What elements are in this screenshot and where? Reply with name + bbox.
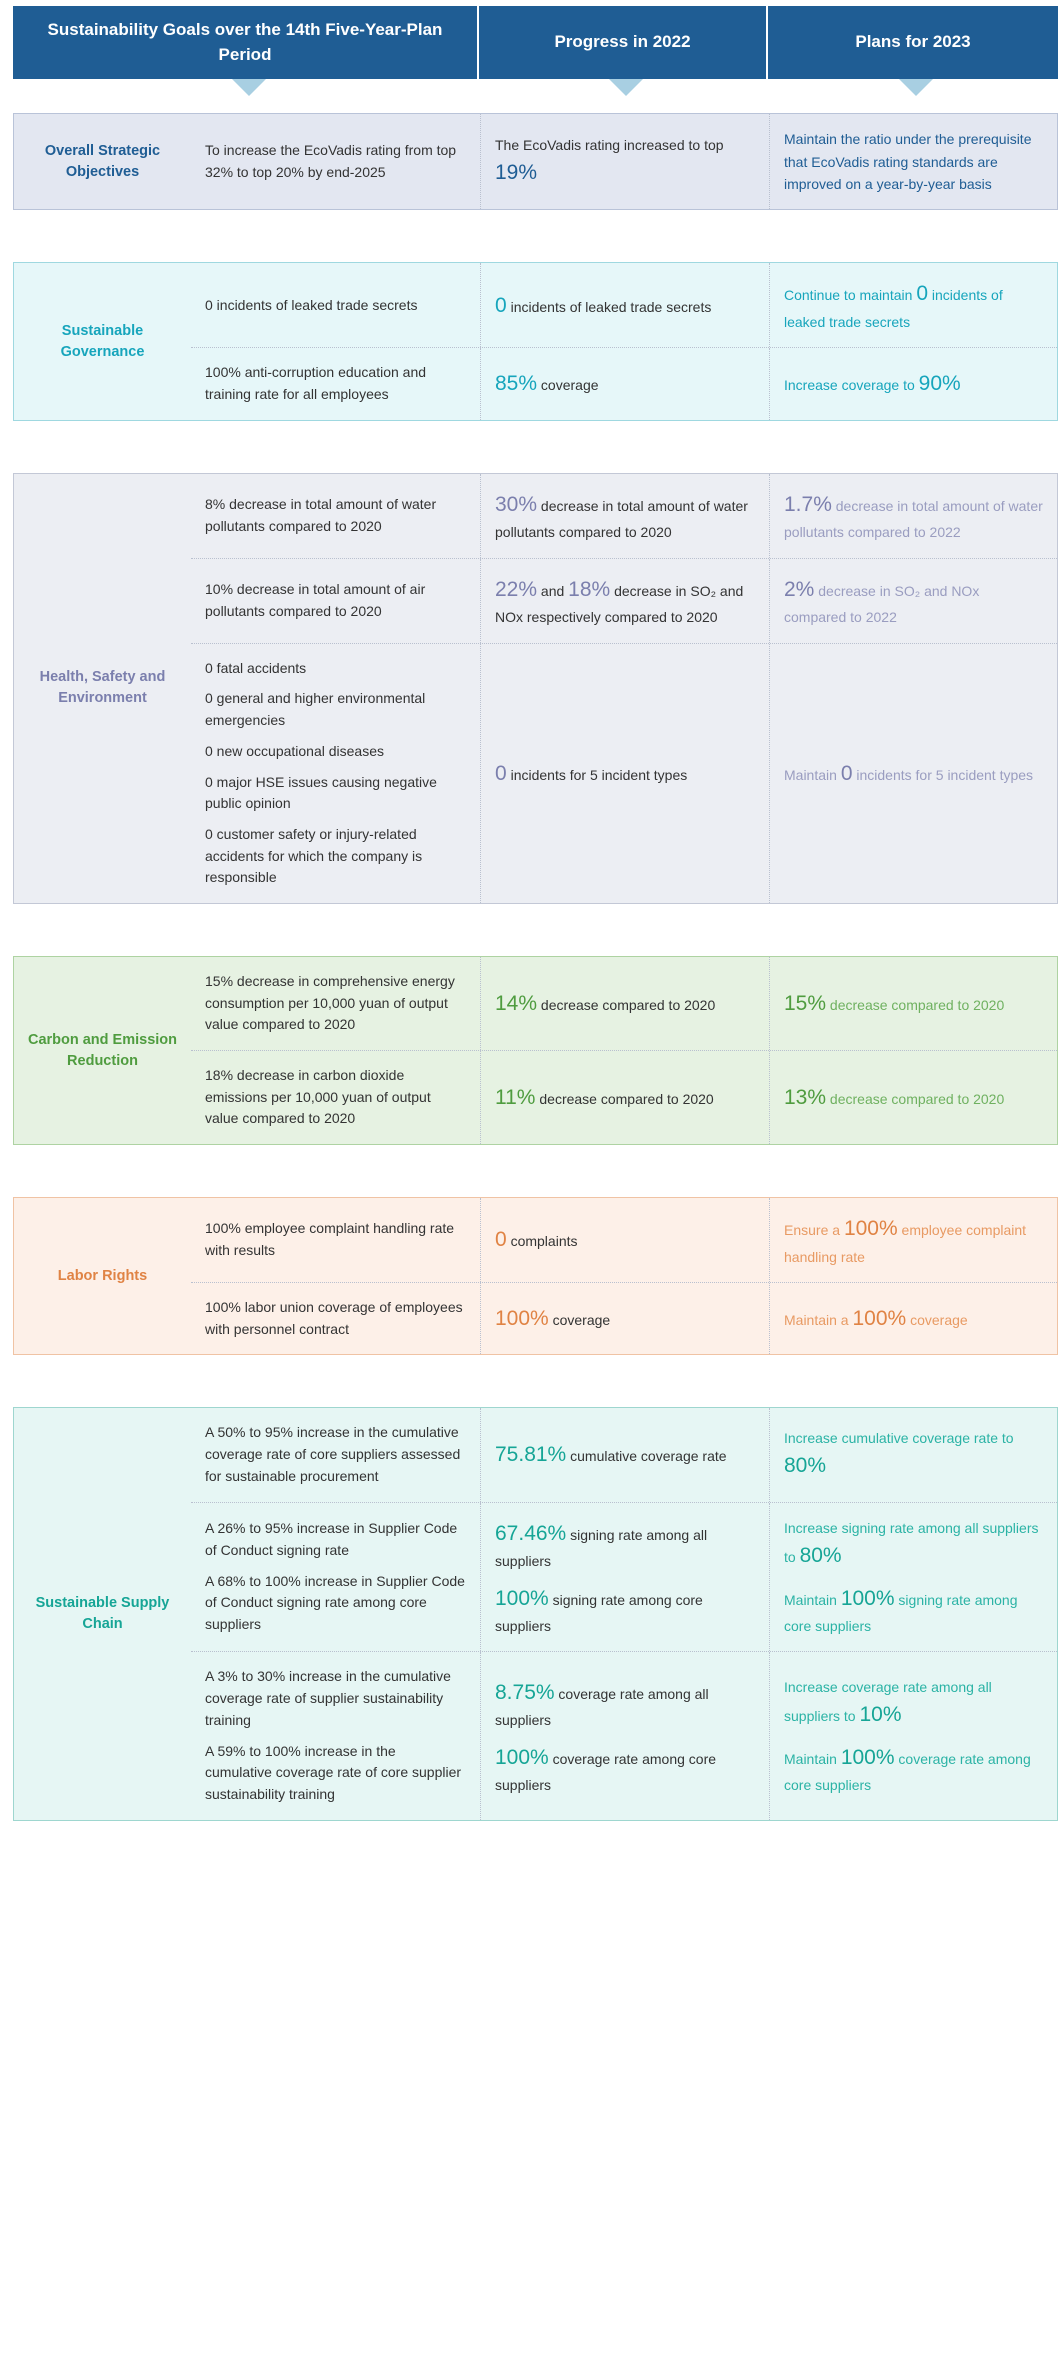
plan-cell: Increase coverage rate among all suppliers to 10% Maintain 100% coverage rate among core suppliers [784, 1678, 1031, 1794]
plan-value: 1.7% [784, 492, 832, 516]
plan-value: 15% [784, 991, 827, 1015]
section-sustainable-governance [13, 262, 1058, 420]
progress-cell: 0 complaints [481, 1198, 770, 1282]
section-rows [191, 1408, 1057, 1819]
progress-value: 75.81% [495, 1443, 567, 1467]
plan-cell: Increase cumulative coverage rate to 80% [784, 1429, 1014, 1478]
plan-value: 80% [799, 1543, 842, 1567]
goal-cell: 15% decrease in comprehensive energy consumption per 10,000 yuan of output value compared to 2020 [191, 957, 481, 1050]
arrow-row [13, 79, 1058, 113]
progress-cell: 100% coverage [481, 1283, 770, 1354]
plan-value: 100% [843, 1217, 898, 1241]
goal-cell: 100% employee complaint handling rate with results [191, 1198, 481, 1282]
section-category-label: Overall Strategic Objectives [44, 142, 161, 180]
goal-cell: 8% decrease in total amount of water pollutants compared to 2020 [191, 474, 481, 558]
progress-value: 11% [495, 1085, 536, 1109]
progress-value-secondary: 100% [495, 1745, 549, 1769]
section-category-label: Health, Safety and Environment [39, 669, 166, 707]
plan-value: 90% [918, 372, 961, 396]
plan-value: 13% [784, 1085, 827, 1109]
progress-value: 0 [495, 761, 507, 785]
progress-cell: 85% coverage [481, 348, 770, 419]
down-arrow-icon [232, 79, 266, 96]
down-arrow-icon [609, 79, 643, 96]
table-row [191, 474, 1057, 558]
section-rows [191, 957, 1057, 1144]
section-rows [191, 1198, 1057, 1354]
progress-value: 100% [495, 1306, 549, 1330]
plan-cell: Maintain the ratio under the prerequisite that EcoVadis rating standards are improved on a year-by-year basis [784, 131, 1032, 193]
section-gap [0, 1355, 1063, 1407]
goal-cell: A 3% to 30% increase in the cumulative coverage rate of supplier sustainability training A 59% to 100% increase in the cumulative coverage rate of core supplier sustainability training [191, 1652, 481, 1819]
progress-value: 30% [495, 492, 538, 516]
progress-cell: 8.75% coverage rate among all suppliers 100% coverage rate among core suppliers [481, 1652, 770, 1819]
progress-value: 22% [495, 577, 538, 601]
progress-cell: 0 incidents for 5 incident types [481, 644, 770, 903]
table-row [191, 1408, 1057, 1501]
plan-cell: Ensure a 100% employee complaint handling rate [784, 1217, 1027, 1265]
section-rows [191, 474, 1057, 903]
table-row [191, 347, 1057, 419]
table-row [191, 957, 1057, 1050]
progress-cell: 75.81% cumulative coverage rate [481, 1408, 770, 1501]
section-sustainable-supply-chain [13, 1407, 1058, 1820]
plan-cell: Increase signing rate among all suppliers to 80% Maintain 100% signing rate among core suppliers [784, 1519, 1039, 1635]
progress-cell: 0 incidents of leaked trade secrets [481, 263, 770, 347]
goal-cell: To increase the EcoVadis rating from top 32% to top 20% by end-2025 [191, 114, 481, 209]
plan-value: 0 [840, 761, 853, 785]
plan-value: 80% [784, 1454, 827, 1478]
section-gap [0, 904, 1063, 956]
table-row [191, 263, 1057, 347]
header-col-goals: Sustainability Goals over the 14th Five-Year-Plan Period [13, 6, 479, 79]
table-row [191, 558, 1057, 643]
table-row [191, 114, 1057, 209]
goal-cell: 100% anti-corruption education and training rate for all employees [191, 348, 481, 419]
plan-value: 100% [852, 1306, 907, 1330]
table-row [191, 1651, 1057, 1819]
progress-value: 0 [495, 1228, 507, 1252]
section-category-label: Labor Rights [57, 1267, 148, 1284]
section-rows [191, 263, 1057, 419]
goal-cell: A 50% to 95% increase in the cumulative coverage rate of core suppliers assessed for sustainable procurement [191, 1408, 481, 1501]
progress-cell: 11% decrease compared to 2020 [481, 1051, 770, 1144]
progress-cell: 22% and 18% decrease in SO₂ and NOx respectively compared to 2020 [481, 559, 770, 643]
plan-cell: Continue to maintain 0 incidents of leaked trade secrets [784, 282, 1003, 331]
plan-cell: Maintain a 100% coverage [784, 1306, 968, 1330]
section-category-label: Carbon and Emission Reduction [27, 1031, 178, 1069]
section-rows [191, 114, 1057, 209]
section-carbon-emission-reduction [13, 956, 1058, 1145]
goal-cell: A 26% to 95% increase in Supplier Code of Conduct signing rate A 68% to 100% increase in Supplier Code of Conduct signing rate among core suppliers [191, 1503, 481, 1652]
plan-cell: Maintain 0 incidents for 5 incident types [784, 761, 1034, 785]
progress-value: 8.75% [495, 1680, 555, 1704]
goal-cell: 10% decrease in total amount of air pollutants compared to 2020 [191, 559, 481, 643]
down-arrow-icon [899, 79, 933, 96]
progress-cell: 67.46% signing rate among all suppliers 100% signing rate among core suppliers [481, 1503, 770, 1652]
goal-cell: 0 fatal accidents 0 general and higher environmental emergencies 0 new occupational diseases 0 major HSE issues causing negative public opinion 0 customer safety or injury-related accidents for which the company is responsible [191, 644, 481, 903]
header-col-progress: Progress in 2022 [479, 6, 768, 79]
progress-value-secondary: 100% [495, 1586, 549, 1610]
header-col-plans: Plans for 2023 [768, 6, 1058, 79]
plan-cell: 2% decrease in SO₂ and NOx compared to 2022 [784, 577, 980, 626]
plan-cell: 1.7% decrease in total amount of water pollutants compared to 2022 [784, 492, 1043, 541]
section-health-safety-environment [13, 473, 1058, 904]
table-row [191, 1198, 1057, 1282]
table-header [13, 6, 1058, 79]
section-category-label: Sustainable Governance [60, 322, 145, 360]
plan-value: 0 [916, 282, 928, 306]
section-overall-strategic-objectives [13, 113, 1058, 210]
plan-cell: 15% decrease compared to 2020 [784, 991, 1005, 1015]
goal-cell: 100% labor union coverage of employees with personnel contract [191, 1283, 481, 1354]
plan-cell: 13% decrease compared to 2020 [784, 1085, 1005, 1109]
progress-value: 14% [495, 991, 538, 1015]
table-row [191, 1282, 1057, 1354]
progress-value: 85% [495, 372, 538, 396]
progress-cell: 14% decrease compared to 2020 [481, 957, 770, 1050]
section-gap [0, 210, 1063, 262]
progress-cell: 30% decrease in total amount of water pollutants compared to 2020 [481, 474, 770, 558]
goal-cell: 0 incidents of leaked trade secrets [191, 263, 481, 347]
plan-value: 2% [784, 577, 815, 601]
section-gap [0, 1145, 1063, 1197]
table-row [191, 1502, 1057, 1652]
section-gap [0, 421, 1063, 473]
progress-cell: The EcoVadis rating increased to top 19% [481, 114, 770, 209]
plan-value-secondary: 100% [840, 1586, 895, 1610]
progress-value: 19% [495, 161, 538, 185]
plan-value-secondary: 100% [840, 1745, 895, 1769]
progress-value: 67.46% [495, 1521, 567, 1545]
plan-value: 10% [859, 1702, 902, 1726]
table-row [191, 1050, 1057, 1144]
progress-value-secondary: 18% [568, 577, 611, 601]
sustainability-goals-table [0, 6, 1063, 2372]
table-row [191, 643, 1057, 903]
plan-cell: Increase coverage to 90% [784, 372, 961, 396]
goal-cell: 18% decrease in carbon dioxide emissions per 10,000 yuan of output value compared to 2020 [191, 1051, 481, 1144]
section-labor-rights [13, 1197, 1058, 1355]
section-category-label: Sustainable Supply Chain [35, 1595, 170, 1633]
progress-value: 0 [495, 293, 507, 317]
